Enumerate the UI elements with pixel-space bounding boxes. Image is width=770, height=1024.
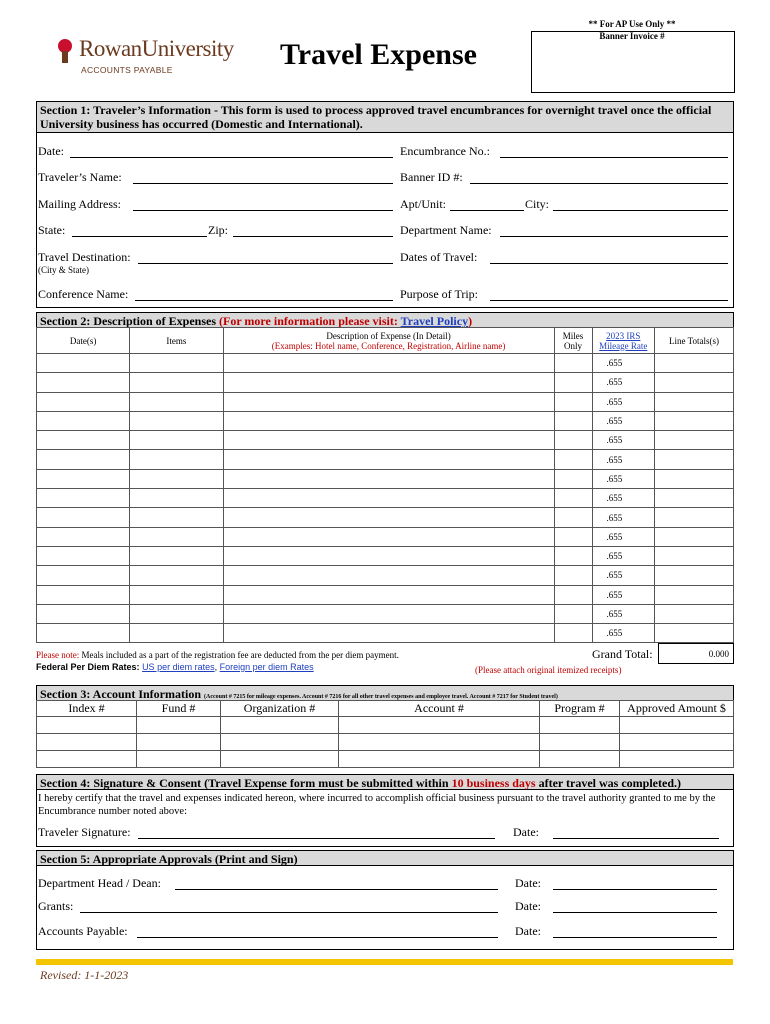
line-total-cell[interactable]	[655, 585, 734, 604]
items-cell[interactable]	[130, 489, 223, 508]
miles-cell[interactable]	[554, 624, 592, 643]
rate-cell: .655	[592, 431, 655, 450]
account-header-row	[37, 701, 734, 717]
meals-note	[36, 650, 399, 660]
line-total-cell[interactable]	[655, 604, 734, 623]
state-label: State:	[38, 223, 66, 237]
col-dates: Date(s)	[37, 328, 130, 354]
date-cell[interactable]	[37, 411, 130, 430]
expense-row	[37, 489, 734, 508]
close-paren: )	[468, 314, 473, 328]
rate-cell: .655	[592, 354, 655, 373]
description-cell[interactable]	[223, 392, 554, 411]
line-total-cell[interactable]	[655, 411, 734, 430]
travelers-name-label: Traveler’s Name:	[38, 170, 122, 184]
program-cell[interactable]	[540, 734, 620, 751]
description-cell[interactable]	[223, 431, 554, 450]
index-cell[interactable]	[37, 717, 137, 734]
section4-heading-a: Section 4: Signature & Consent (Travel Expense form must be submitted within	[40, 776, 449, 790]
expense-row	[37, 431, 734, 450]
rate-cell: .655	[592, 489, 655, 508]
purpose-field[interactable]	[490, 286, 728, 301]
description-cell[interactable]	[223, 604, 554, 623]
grants-date-field[interactable]	[553, 898, 717, 913]
description-cell[interactable]	[223, 508, 554, 527]
department-name-field[interactable]	[500, 222, 728, 237]
description-cell[interactable]	[223, 527, 554, 546]
description-cell[interactable]	[223, 624, 554, 643]
section2-heading-text: Section 2: Description of Expenses	[40, 314, 216, 328]
accounts-payable-date-label: Date:	[515, 924, 541, 938]
per-diem-label: Federal Per Diem Rates:	[36, 662, 140, 672]
expense-row	[37, 411, 734, 430]
miles-cell[interactable]	[554, 431, 592, 450]
account-cell[interactable]	[339, 751, 540, 768]
expense-row	[37, 392, 734, 411]
rate-cell: .655	[592, 392, 655, 411]
section5-heading: Section 5: Appropriate Approvals (Print and Sign)	[36, 850, 734, 866]
expense-row	[37, 566, 734, 585]
description-cell[interactable]	[223, 566, 554, 585]
dates-of-travel-label: Dates of Travel:	[400, 250, 478, 264]
line-total-cell[interactable]	[655, 566, 734, 585]
signature-date-label: Date:	[513, 825, 539, 839]
city-field[interactable]	[553, 196, 728, 211]
col-account: Account #	[339, 701, 540, 717]
expense-row	[37, 373, 734, 392]
account-row	[37, 717, 734, 734]
miles-cell[interactable]	[554, 527, 592, 546]
miles-cell[interactable]	[554, 508, 592, 527]
items-cell[interactable]	[130, 604, 223, 623]
attach-receipts: (Please attach original itemized receipts)	[475, 665, 622, 675]
account-row	[37, 734, 734, 751]
date-cell[interactable]	[37, 431, 130, 450]
conference-name-label: Conference Name:	[38, 287, 129, 301]
fund-cell[interactable]	[137, 751, 221, 768]
approved-amount-cell[interactable]	[620, 751, 734, 768]
traveler-signature-field[interactable]	[138, 824, 495, 839]
rate-cell: .655	[592, 450, 655, 469]
dept-head-date-field[interactable]	[553, 875, 717, 890]
organization-cell[interactable]	[221, 734, 339, 751]
date-cell[interactable]	[37, 527, 130, 546]
description-cell[interactable]	[223, 373, 554, 392]
rate-cell: .655	[592, 508, 655, 527]
traveler-signature-label: Traveler Signature:	[38, 825, 131, 839]
items-cell[interactable]	[130, 546, 223, 565]
miles-cell[interactable]	[554, 392, 592, 411]
expense-row	[37, 527, 734, 546]
date-cell[interactable]	[37, 489, 130, 508]
items-cell[interactable]	[130, 585, 223, 604]
per-diem-line	[36, 662, 314, 672]
revised-date: Revised: 1-1-2023	[40, 968, 129, 982]
items-cell[interactable]	[130, 354, 223, 373]
miles-cell[interactable]	[554, 546, 592, 565]
miles-cell[interactable]	[554, 411, 592, 430]
expense-row	[37, 469, 734, 488]
city-state-hint: (City & State)	[38, 265, 89, 275]
section2-heading	[36, 312, 734, 328]
foreign-per-diem-link[interactable]: Foreign per diem Rates	[219, 662, 314, 672]
state-field[interactable]	[72, 222, 207, 237]
description-cell[interactable]	[223, 489, 554, 508]
apt-unit-label: Apt/Unit:	[400, 197, 447, 211]
department-name-label: Department Name:	[400, 223, 492, 237]
please-note-label: Please note:	[36, 650, 80, 660]
meals-note-text: Meals included as a part of the registration fee are deducted from the per diem payment.	[81, 650, 399, 660]
date-cell[interactable]	[37, 392, 130, 411]
section4-heading-b: after travel was completed.)	[538, 776, 682, 790]
col-miles: Miles Only	[554, 328, 592, 354]
footer-bar	[36, 959, 733, 965]
miles-cell[interactable]	[554, 469, 592, 488]
mailing-address-label: Mailing Address:	[38, 197, 121, 211]
purpose-label: Purpose of Trip:	[400, 287, 479, 301]
grants-field[interactable]	[80, 898, 498, 913]
program-cell[interactable]	[540, 751, 620, 768]
line-total-cell[interactable]	[655, 392, 734, 411]
col-desc-title: Description of Expense (In Detail)	[326, 330, 451, 341]
accounts-payable-label: Accounts Payable:	[38, 924, 128, 938]
col-description	[223, 328, 554, 354]
travel-policy-link[interactable]: Travel Policy	[400, 314, 469, 328]
zip-field[interactable]	[233, 222, 393, 237]
grand-total-value[interactable]: 0.000	[658, 643, 734, 664]
col-desc-examples: (Examples: Hotel name, Conference, Registration, Airline name)	[271, 340, 506, 351]
miles-cell[interactable]	[554, 450, 592, 469]
rate-cell: .655	[592, 373, 655, 392]
dates-of-travel-field[interactable]	[490, 249, 728, 264]
index-cell[interactable]	[37, 751, 137, 768]
grand-total-label: Grand Total:	[592, 647, 653, 661]
date-cell[interactable]	[37, 373, 130, 392]
line-total-cell[interactable]	[655, 354, 734, 373]
line-total-cell[interactable]	[655, 508, 734, 527]
description-cell[interactable]	[223, 450, 554, 469]
dept-head-label: Department Head / Dean:	[38, 876, 161, 890]
approved-amount-cell[interactable]	[620, 734, 734, 751]
col-organization: Organization #	[221, 701, 339, 717]
rate-cell: .655	[592, 411, 655, 430]
line-total-cell[interactable]	[655, 527, 734, 546]
grants-date-label: Date:	[515, 899, 541, 913]
section3-heading-text: Section 3: Account Information	[40, 687, 201, 701]
col-irs-rate	[592, 328, 655, 354]
expense-row	[37, 624, 734, 643]
date-cell[interactable]	[37, 566, 130, 585]
expense-row	[37, 508, 734, 527]
section4-deadline: 10 business days	[451, 776, 536, 790]
line-total-cell[interactable]	[655, 469, 734, 488]
rate-cell: .655	[592, 546, 655, 565]
city-label: City:	[525, 197, 550, 211]
rate-cell: .655	[592, 469, 655, 488]
line-total-cell[interactable]	[655, 373, 734, 392]
date-cell[interactable]	[37, 450, 130, 469]
travelers-name-field[interactable]	[133, 169, 393, 184]
line-total-cell[interactable]	[655, 546, 734, 565]
line-total-cell[interactable]	[655, 624, 734, 643]
program-cell[interactable]	[540, 717, 620, 734]
miles-cell[interactable]	[554, 489, 592, 508]
line-total-cell[interactable]	[655, 489, 734, 508]
col-approved-amount: Approved Amount $	[620, 701, 734, 717]
accounts-payable-field[interactable]	[137, 923, 498, 938]
items-cell[interactable]	[130, 508, 223, 527]
mailing-address-field[interactable]	[133, 196, 393, 211]
index-cell[interactable]	[37, 734, 137, 751]
col-index: Index #	[37, 701, 137, 717]
account-row	[37, 751, 734, 768]
accounts-payable-date-field[interactable]	[553, 923, 717, 938]
dept-head-field[interactable]	[175, 875, 498, 890]
col-fund: Fund #	[137, 701, 221, 717]
date-cell[interactable]	[37, 354, 130, 373]
items-cell[interactable]	[130, 527, 223, 546]
travel-destination-label: Travel Destination:	[38, 250, 131, 264]
account-table	[36, 700, 734, 768]
date-field[interactable]	[70, 143, 393, 158]
rate-cell: .655	[592, 566, 655, 585]
items-cell[interactable]	[130, 624, 223, 643]
items-cell[interactable]	[130, 450, 223, 469]
banner-id-label: Banner ID #:	[400, 170, 463, 184]
fund-cell[interactable]	[137, 734, 221, 751]
banner-invoice-label: Banner Invoice #	[599, 31, 665, 41]
col-items: Items	[130, 328, 223, 354]
line-total-cell[interactable]	[655, 450, 734, 469]
account-cell[interactable]	[339, 717, 540, 734]
date-label: Date:	[38, 144, 64, 158]
torch-icon	[55, 38, 75, 64]
signature-date-field[interactable]	[553, 824, 719, 839]
miles-cell[interactable]	[554, 354, 592, 373]
items-cell[interactable]	[130, 373, 223, 392]
expense-row	[37, 354, 734, 373]
comma: ,	[214, 662, 218, 672]
items-cell[interactable]	[130, 431, 223, 450]
us-per-diem-link[interactable]: US per diem rates	[142, 662, 215, 672]
expense-row	[37, 450, 734, 469]
date-cell[interactable]	[37, 508, 130, 527]
encumbrance-label: Encumbrance No.:	[400, 144, 490, 158]
miles-cell[interactable]	[554, 373, 592, 392]
rate-cell: .655	[592, 604, 655, 623]
date-cell[interactable]	[37, 546, 130, 565]
date-cell[interactable]	[37, 585, 130, 604]
items-cell[interactable]	[130, 469, 223, 488]
conference-name-field[interactable]	[135, 286, 393, 301]
description-cell[interactable]	[223, 354, 554, 373]
description-cell[interactable]	[223, 585, 554, 604]
section3-heading	[36, 685, 734, 701]
expense-row	[37, 546, 734, 565]
line-total-cell[interactable]	[655, 431, 734, 450]
date-cell[interactable]	[37, 624, 130, 643]
items-cell[interactable]	[130, 566, 223, 585]
rate-cell: .655	[592, 624, 655, 643]
ap-use-box[interactable]	[531, 31, 735, 93]
irs-rate-link[interactable]: 2023 IRS Mileage Rate	[599, 330, 648, 351]
description-cell[interactable]	[223, 411, 554, 430]
grants-label: Grants:	[38, 899, 74, 913]
col-program: Program #	[540, 701, 620, 717]
apt-unit-field[interactable]	[450, 196, 524, 211]
description-cell[interactable]	[223, 469, 554, 488]
logo-name: RowanUniversity	[79, 36, 234, 61]
description-cell[interactable]	[223, 546, 554, 565]
date-cell[interactable]	[37, 469, 130, 488]
dept-head-date-label: Date:	[515, 876, 541, 890]
zip-label: Zip:	[208, 223, 228, 237]
page-title: Travel Expense	[280, 38, 477, 71]
expense-row	[37, 604, 734, 623]
travel-destination-field[interactable]	[138, 249, 393, 264]
fund-cell[interactable]	[137, 717, 221, 734]
expense-row	[37, 585, 734, 604]
section3-note: (Account # 7215 for mileage expenses. Account # 7216 for all other travel expenses and employee travel. Account # 7217 for Student travel)	[204, 694, 558, 700]
ap-use-text: ** For AP Use Only **	[588, 19, 676, 29]
section1-heading: Section 1: Traveler’s Information - This form is used to process approved travel encumbrances for overnight travel once the official University business has occurred (Domestic and International).	[36, 101, 734, 133]
miles-cell[interactable]	[554, 585, 592, 604]
account-cell[interactable]	[339, 734, 540, 751]
approved-amount-cell[interactable]	[620, 717, 734, 734]
date-cell[interactable]	[37, 604, 130, 623]
section4-heading	[36, 774, 734, 790]
more-info-text: (For more information please visit:	[219, 314, 398, 328]
col-line-totals: Line Totals(s)	[655, 328, 734, 354]
organization-cell[interactable]	[221, 717, 339, 734]
rowan-logo	[55, 36, 240, 80]
organization-cell[interactable]	[221, 751, 339, 768]
miles-cell[interactable]	[554, 604, 592, 623]
items-cell[interactable]	[130, 411, 223, 430]
expenses-header-row	[37, 328, 734, 354]
rate-cell: .655	[592, 527, 655, 546]
items-cell[interactable]	[130, 392, 223, 411]
encumbrance-field[interactable]	[500, 143, 728, 158]
logo-sub: ACCOUNTS PAYABLE	[81, 65, 173, 75]
expenses-table	[36, 327, 734, 643]
rate-cell: .655	[592, 585, 655, 604]
miles-cell[interactable]	[554, 566, 592, 585]
banner-id-field[interactable]	[470, 169, 728, 184]
certify-text: I hereby certify that the travel and expenses indicated hereon, where incurred to accomplish official business pursuant to the travel authority granted to me by the Encumbrance number noted above:	[38, 793, 716, 817]
